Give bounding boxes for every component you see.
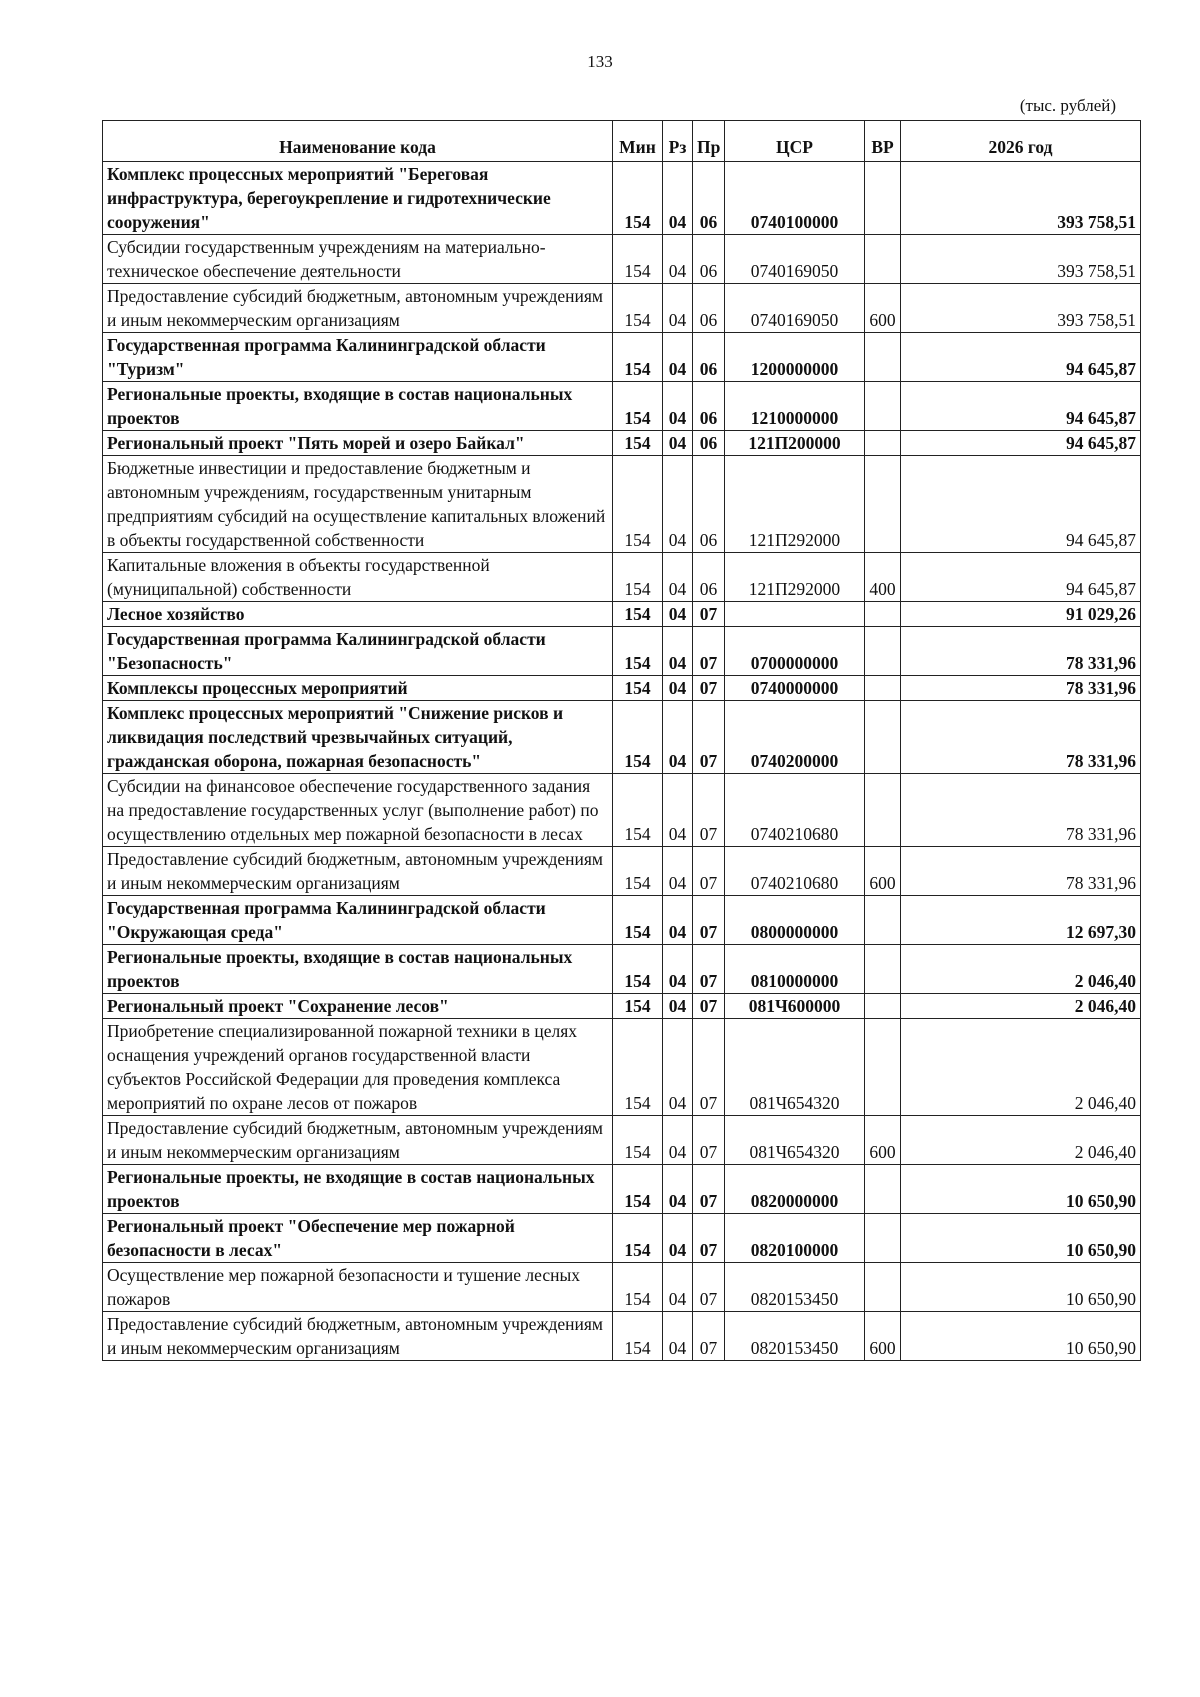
- row-min-cell: 154: [613, 1165, 663, 1214]
- row-amount-cell: 2 046,40: [901, 1019, 1141, 1116]
- row-amount-cell: 94 645,87: [901, 382, 1141, 431]
- row-rz-cell: 04: [663, 602, 693, 627]
- row-rz-cell: 04: [663, 235, 693, 284]
- page-number: 133: [587, 52, 613, 71]
- table-row: [103, 602, 1141, 627]
- row-min-cell: 154: [613, 701, 663, 774]
- row-min-cell: 154: [613, 1312, 663, 1361]
- row-csr-cell: 0740169050: [725, 284, 865, 333]
- table-row: [103, 284, 1141, 333]
- row-name-cell: Субсидии на финансовое обеспечение государственного задания на предоставление государственных услуг (выполнение работ) по осуществлению отдельных мер пожарной безопасности в лесах: [103, 774, 613, 847]
- table-row: [103, 896, 1141, 945]
- row-vr-cell: [865, 235, 901, 284]
- row-pr-cell: 07: [693, 1312, 725, 1361]
- row-csr-cell: 0740100000: [725, 162, 865, 235]
- row-pr-cell: 06: [693, 235, 725, 284]
- row-pr-cell: 06: [693, 456, 725, 553]
- row-csr-cell: 0740210680: [725, 847, 865, 896]
- row-vr-cell: [865, 1263, 901, 1312]
- row-rz-cell: 04: [663, 1263, 693, 1312]
- table-row: [103, 382, 1141, 431]
- row-name-cell: Субсидии государственным учреждениям на материально-техническое обеспечение деятельности: [103, 235, 613, 284]
- row-amount-cell: 10 650,90: [901, 1263, 1141, 1312]
- row-pr-cell: 06: [693, 162, 725, 235]
- row-amount-cell: 91 029,26: [901, 602, 1141, 627]
- row-vr-cell: 600: [865, 1116, 901, 1165]
- row-vr-cell: [865, 333, 901, 382]
- row-name-cell: Региональные проекты, входящие в состав национальных проектов: [103, 382, 613, 431]
- row-vr-cell: [865, 994, 901, 1019]
- row-vr-cell: [865, 945, 901, 994]
- row-min-cell: 154: [613, 602, 663, 627]
- table-row: [103, 235, 1141, 284]
- row-csr-cell: 0700000000: [725, 627, 865, 676]
- row-csr-cell: 0810000000: [725, 945, 865, 994]
- row-rz-cell: 04: [663, 1214, 693, 1263]
- row-name-cell: Региональный проект "Пять морей и озеро Байкал": [103, 431, 613, 456]
- row-amount-cell: 78 331,96: [901, 774, 1141, 847]
- row-pr-cell: 06: [693, 284, 725, 333]
- row-vr-cell: [865, 1165, 901, 1214]
- row-vr-cell: [865, 602, 901, 627]
- table-row: [103, 1312, 1141, 1361]
- row-pr-cell: 06: [693, 553, 725, 602]
- row-csr-cell: 081Ч654320: [725, 1116, 865, 1165]
- row-csr-cell: 0820153450: [725, 1263, 865, 1312]
- row-rz-cell: 04: [663, 896, 693, 945]
- row-rz-cell: 04: [663, 847, 693, 896]
- row-vr-cell: [865, 382, 901, 431]
- row-min-cell: 154: [613, 1116, 663, 1165]
- unit-label: (тыс. рублей): [1019, 96, 1116, 115]
- row-rz-cell: 04: [663, 162, 693, 235]
- row-min-cell: 154: [613, 235, 663, 284]
- row-rz-cell: 04: [663, 676, 693, 701]
- row-vr-cell: [865, 701, 901, 774]
- row-min-cell: 154: [613, 333, 663, 382]
- row-amount-cell: 10 650,90: [901, 1165, 1141, 1214]
- row-rz-cell: 04: [663, 1116, 693, 1165]
- row-csr-cell: 121П292000: [725, 553, 865, 602]
- row-min-cell: 154: [613, 896, 663, 945]
- row-rz-cell: 04: [663, 994, 693, 1019]
- row-vr-cell: 600: [865, 284, 901, 333]
- row-amount-cell: 94 645,87: [901, 333, 1141, 382]
- row-pr-cell: 07: [693, 945, 725, 994]
- row-pr-cell: 06: [693, 382, 725, 431]
- header-csr: ЦСР: [725, 121, 865, 162]
- row-name-cell: Государственная программа Калининградской области "Безопасность": [103, 627, 613, 676]
- row-amount-cell: 2 046,40: [901, 1116, 1141, 1165]
- row-pr-cell: 07: [693, 994, 725, 1019]
- row-amount-cell: 12 697,30: [901, 896, 1141, 945]
- row-rz-cell: 04: [663, 945, 693, 994]
- row-csr-cell: 0820153450: [725, 1312, 865, 1361]
- row-csr-cell: 0820000000: [725, 1165, 865, 1214]
- header-pr: Пр: [693, 121, 725, 162]
- row-pr-cell: 07: [693, 602, 725, 627]
- row-amount-cell: 94 645,87: [901, 431, 1141, 456]
- row-rz-cell: 04: [663, 774, 693, 847]
- row-pr-cell: 07: [693, 1116, 725, 1165]
- row-csr-cell: 121П200000: [725, 431, 865, 456]
- table-row: [103, 676, 1141, 701]
- row-pr-cell: 07: [693, 774, 725, 847]
- table-row: [103, 553, 1141, 602]
- row-vr-cell: [865, 431, 901, 456]
- row-csr-cell: 1200000000: [725, 333, 865, 382]
- table-row: [103, 431, 1141, 456]
- row-min-cell: 154: [613, 1263, 663, 1312]
- row-csr-cell: 0820100000: [725, 1214, 865, 1263]
- row-rz-cell: 04: [663, 382, 693, 431]
- row-min-cell: 154: [613, 945, 663, 994]
- row-name-cell: Региональный проект "Обеспечение мер пожарной безопасности в лесах": [103, 1214, 613, 1263]
- row-csr-cell: 0740169050: [725, 235, 865, 284]
- row-rz-cell: 04: [663, 284, 693, 333]
- row-pr-cell: 07: [693, 896, 725, 945]
- row-rz-cell: 04: [663, 333, 693, 382]
- table-row: [103, 1116, 1141, 1165]
- row-vr-cell: [865, 162, 901, 235]
- row-amount-cell: 78 331,96: [901, 701, 1141, 774]
- row-pr-cell: 07: [693, 1263, 725, 1312]
- row-min-cell: 154: [613, 676, 663, 701]
- table-row: [103, 945, 1141, 994]
- row-vr-cell: [865, 1019, 901, 1116]
- row-vr-cell: 600: [865, 847, 901, 896]
- row-min-cell: 154: [613, 627, 663, 676]
- row-pr-cell: 07: [693, 1214, 725, 1263]
- row-amount-cell: 78 331,96: [901, 676, 1141, 701]
- row-min-cell: 154: [613, 1019, 663, 1116]
- row-csr-cell: 1210000000: [725, 382, 865, 431]
- table-row: [103, 1263, 1141, 1312]
- row-csr-cell: 081Ч600000: [725, 994, 865, 1019]
- row-name-cell: Бюджетные инвестиции и предоставление бюджетным и автономным учреждениям, государственным унитарным предприятиям субсидий на осуществление капитальных вложений в объекты государственной собственности: [103, 456, 613, 553]
- row-rz-cell: 04: [663, 456, 693, 553]
- table-header: [103, 121, 1141, 162]
- row-name-cell: Предоставление субсидий бюджетным, автономным учреждениям и иным некоммерческим организациям: [103, 284, 613, 333]
- row-name-cell: Комплексы процессных мероприятий: [103, 676, 613, 701]
- row-name-cell: Приобретение специализированной пожарной техники в целях оснащения учреждений органов государственной власти субъектов Российской Федерации для проведения комплекса мероприятий по охране лесов от пожаров: [103, 1019, 613, 1116]
- budget-table: [102, 120, 1141, 1361]
- row-csr-cell: 0740200000: [725, 701, 865, 774]
- table-row: [103, 774, 1141, 847]
- row-csr-cell: [725, 602, 865, 627]
- row-min-cell: 154: [613, 994, 663, 1019]
- row-csr-cell: 081Ч654320: [725, 1019, 865, 1116]
- header-rz: Рз: [663, 121, 693, 162]
- row-name-cell: Предоставление субсидий бюджетным, автономным учреждениям и иным некоммерческим организациям: [103, 1312, 613, 1361]
- row-pr-cell: 07: [693, 847, 725, 896]
- row-rz-cell: 04: [663, 553, 693, 602]
- row-min-cell: 154: [613, 847, 663, 896]
- header-vr: ВР: [865, 121, 901, 162]
- row-rz-cell: 04: [663, 431, 693, 456]
- row-vr-cell: 400: [865, 553, 901, 602]
- table-body: [103, 162, 1141, 1361]
- row-vr-cell: [865, 1214, 901, 1263]
- header-min: Мин: [613, 121, 663, 162]
- table-row: [103, 162, 1141, 235]
- row-csr-cell: 0740000000: [725, 676, 865, 701]
- row-pr-cell: 07: [693, 701, 725, 774]
- row-min-cell: 154: [613, 431, 663, 456]
- table-row: [103, 701, 1141, 774]
- row-csr-cell: 121П292000: [725, 456, 865, 553]
- table-row: [103, 1165, 1141, 1214]
- row-pr-cell: 06: [693, 333, 725, 382]
- table-row: [103, 994, 1141, 1019]
- row-name-cell: Лесное хозяйство: [103, 602, 613, 627]
- table-row: [103, 333, 1141, 382]
- row-vr-cell: [865, 456, 901, 553]
- row-pr-cell: 06: [693, 431, 725, 456]
- row-name-cell: Государственная программа Калининградской области "Окружающая среда": [103, 896, 613, 945]
- table-row: [103, 1019, 1141, 1116]
- row-amount-cell: 78 331,96: [901, 627, 1141, 676]
- row-min-cell: 154: [613, 774, 663, 847]
- table-row: [103, 847, 1141, 896]
- row-rz-cell: 04: [663, 627, 693, 676]
- row-amount-cell: 2 046,40: [901, 994, 1141, 1019]
- row-name-cell: Предоставление субсидий бюджетным, автономным учреждениям и иным некоммерческим организациям: [103, 847, 613, 896]
- row-csr-cell: 0740210680: [725, 774, 865, 847]
- row-min-cell: 154: [613, 162, 663, 235]
- row-csr-cell: 0800000000: [725, 896, 865, 945]
- row-rz-cell: 04: [663, 1312, 693, 1361]
- header-name: Наименование кода: [103, 121, 613, 162]
- row-pr-cell: 07: [693, 676, 725, 701]
- row-rz-cell: 04: [663, 1019, 693, 1116]
- row-min-cell: 154: [613, 553, 663, 602]
- row-name-cell: Региональные проекты, не входящие в состав национальных проектов: [103, 1165, 613, 1214]
- row-name-cell: Комплекс процессных мероприятий "Береговая инфраструктура, берегоукрепление и гидротехнические сооружения": [103, 162, 613, 235]
- row-pr-cell: 07: [693, 1165, 725, 1214]
- row-vr-cell: [865, 627, 901, 676]
- row-min-cell: 154: [613, 382, 663, 431]
- row-vr-cell: [865, 676, 901, 701]
- row-vr-cell: 600: [865, 1312, 901, 1361]
- row-vr-cell: [865, 774, 901, 847]
- row-amount-cell: 94 645,87: [901, 553, 1141, 602]
- row-name-cell: Осуществление мер пожарной безопасности и тушение лесных пожаров: [103, 1263, 613, 1312]
- row-amount-cell: 393 758,51: [901, 162, 1141, 235]
- row-amount-cell: 94 645,87: [901, 456, 1141, 553]
- row-name-cell: Капитальные вложения в объекты государственной (муниципальной) собственности: [103, 553, 613, 602]
- table-row: [103, 456, 1141, 553]
- row-min-cell: 154: [613, 1214, 663, 1263]
- header-year: 2026 год: [901, 121, 1141, 162]
- row-name-cell: Комплекс процессных мероприятий "Снижение рисков и ликвидация последствий чрезвычайных ситуаций, гражданская оборона, пожарная безопасность": [103, 701, 613, 774]
- row-amount-cell: 393 758,51: [901, 284, 1141, 333]
- row-rz-cell: 04: [663, 701, 693, 774]
- row-amount-cell: 393 758,51: [901, 235, 1141, 284]
- row-pr-cell: 07: [693, 1019, 725, 1116]
- row-rz-cell: 04: [663, 1165, 693, 1214]
- row-name-cell: Государственная программа Калининградской области "Туризм": [103, 333, 613, 382]
- row-vr-cell: [865, 896, 901, 945]
- row-name-cell: Предоставление субсидий бюджетным, автономным учреждениям и иным некоммерческим организациям: [103, 1116, 613, 1165]
- row-min-cell: 154: [613, 284, 663, 333]
- row-pr-cell: 07: [693, 627, 725, 676]
- row-name-cell: Региональный проект "Сохранение лесов": [103, 994, 613, 1019]
- table-row: [103, 1214, 1141, 1263]
- table-row: [103, 627, 1141, 676]
- row-amount-cell: 2 046,40: [901, 945, 1141, 994]
- row-amount-cell: 10 650,90: [901, 1312, 1141, 1361]
- row-min-cell: 154: [613, 456, 663, 553]
- row-name-cell: Региональные проекты, входящие в состав национальных проектов: [103, 945, 613, 994]
- row-amount-cell: 10 650,90: [901, 1214, 1141, 1263]
- row-amount-cell: 78 331,96: [901, 847, 1141, 896]
